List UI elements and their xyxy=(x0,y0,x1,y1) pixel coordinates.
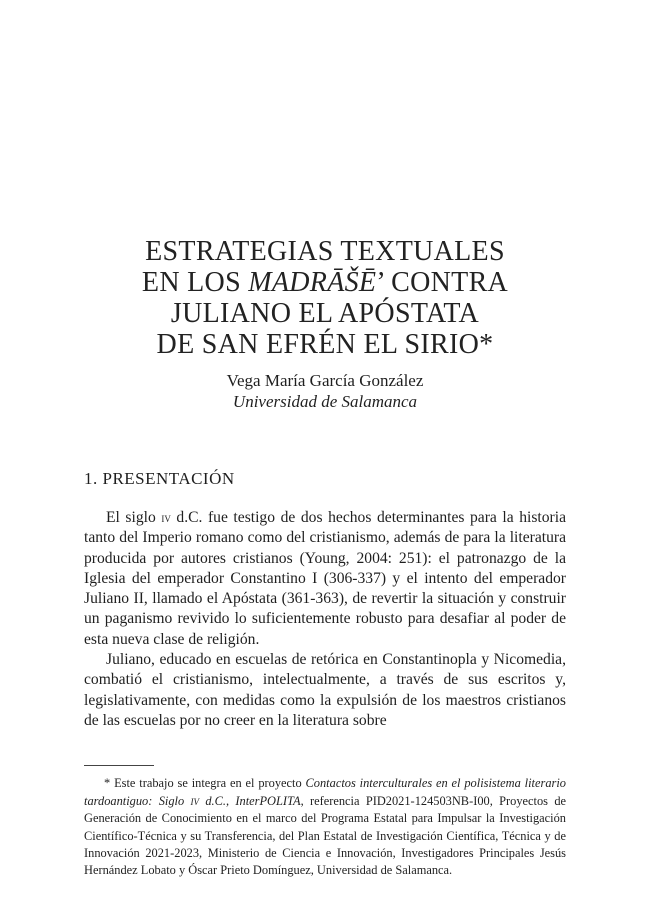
author-block xyxy=(90,370,560,412)
author-name: Vega María García González xyxy=(226,371,424,390)
footnote-text-2: , referencia PID2021-124503NB-I00, Proyectos de Generación de Conocimiento en el marco del Programa Estatal para Impulsar la Investigación Científico-Técnica y su Transferencia, del Plan Estatal de Investigación Científica, Técnica y de Innovación 2021-2023, Ministerio de Ciencia e Innovación, Investigadores Principales Jesús Hernández Lobato y Óscar Prieto Domínguez, Universidad de Salamanca. xyxy=(84,794,567,878)
title-italic-term: MADRĀŠĒ xyxy=(248,267,377,298)
paragraph-1-rest: d.C. fue testigo de dos hechos determinantes para la historia tanto del Imperio romano como del cristianismo, además de para la literatura producida por autores cristianos (Young, 2004: 251): el patronazgo de la Iglesia del emperador Constantino I (306-337) y el intento del emperador Juliano II, llamado el Apóstata (361-363), de revertir la situación y construir un paganismo revivido lo suficientemente robusto para desafiar al poder de esta nueva clase de religión. xyxy=(84,509,566,648)
footnote xyxy=(84,775,566,879)
section-heading: 1. PRESENTACIÓN xyxy=(84,469,235,488)
author-affiliation: Universidad de Salamanca xyxy=(232,392,418,411)
title-line-1: ESTRATEGIAS TEXTUALES xyxy=(145,236,505,267)
title-line-2-post: ’ CONTRA xyxy=(376,267,509,298)
footnote-rule xyxy=(84,765,154,766)
body-text xyxy=(84,508,566,731)
title-line-3: JULIANO EL APÓSTATA xyxy=(170,298,480,329)
title-line-4: DE SAN EFRÉN EL SIRIO* xyxy=(156,329,494,360)
footnote-marker: * xyxy=(104,776,115,790)
footnote-century-numeral: iv xyxy=(190,793,199,809)
footnote-text-1: Este trabajo se integra en el proyecto xyxy=(114,776,306,790)
title-line-2-pre: EN LOS xyxy=(141,267,249,298)
footnote-project-acronym: d.C., InterPOLITA xyxy=(199,794,301,809)
footnote-paragraph xyxy=(84,775,566,879)
footnote-project-title: Contactos interculturales en el polisistema literario tardoantiguo: Siglo xyxy=(84,776,566,809)
paragraph-2: Juliano, educado en escuelas de retórica en Constantinopla y Nicomedia, combatió el cristianismo, intelectualmente, a través de sus escritos y, legislativamente, con medidas como la expulsión de los maestros cristianos de las escuelas por no creer en la literatura sobre xyxy=(84,651,566,729)
paragraph-1-start: El siglo xyxy=(106,509,162,526)
title-line-2 xyxy=(90,267,560,298)
article-title xyxy=(90,236,560,360)
century-numeral: iv xyxy=(161,510,171,525)
paragraph-1 xyxy=(84,508,566,650)
